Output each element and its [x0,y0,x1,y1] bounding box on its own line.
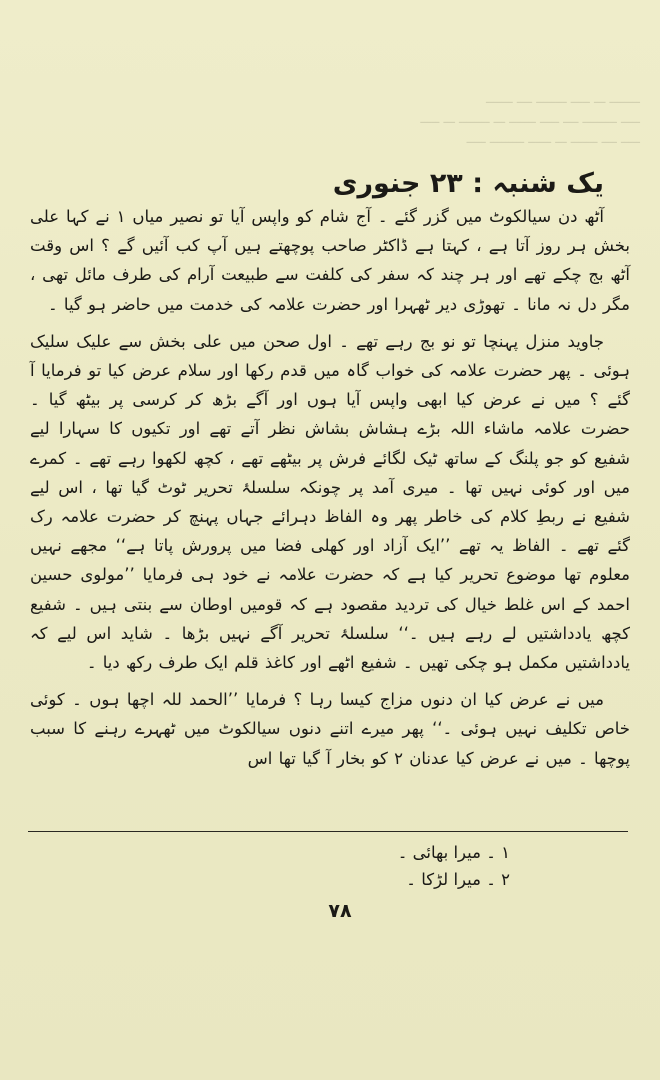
footnote: ۲ ۔ میرا لڑکا ۔ [406,870,510,889]
show-through-text: ــــــــ ـــ ـــــ ــــــــ ــــ ـــــــ [486,92,640,107]
paragraph: جاوید منزل پہنچا تو نو بج رہے تھے ۔ اول صحن میں علی بخش سے علیک سلیک ہوئی ۔ پھر حضرت علامہ کی خواب گاہ میں قدم رکھا اور سلام عرض کیا تو فرمایا آ گئے ؟ میں نے عرض کیا ابھی واپس آیا ہوں اور آگے بڑھ کر کرسی پر بیٹھ گیا ۔ حضرت علامہ ماشاء اللہ بڑے ہشاش بشاش نظر آتے تھے اور تکیوں کا سہارا لیے شفیع کو جو پلنگ کے ساتھ ٹیک لگائے فرش پر بیٹھے تھے ، کچھ لکھوا رہے تھے ۔ کمرے میں اور کوئی نہیں تھا ۔ میری آمد پر چونکہ سلسلۂ تحریر ٹوٹ گیا تھا ، اس لیے شفیع نے ربطِ کلام کی خاطر پھر وہ الفاظ دہرائے جہاں پہنچ کر حضرت علامہ رک گئے تھے ۔ الفاظ یہ تھے ’’ایک آزاد اور کھلی فضا میں پرورش پاتا ہے‘‘ مجھے نہیں معلوم تھا موضوع تحریر کیا ہے کہ حضرت علامہ نے خود ہی فرمایا ’’مولوی حسین احمد کے اس غلط خیال کی تردید مقصود ہے کہ قومیں اوطان سے بنتی ہیں ۔ شفیع کچھ یادداشتیں لے رہے ہیں ۔‘‘ سلسلۂ تحریر آگے نہیں بڑھا ۔ شاید اس لیے کہ یادداشتیں مکمل ہو چکی تھیں ۔ شفیع اٹھے اور کاغذ قلم ایک طرف رکھ دیا ۔ [30,331,630,673]
footnote-divider [28,831,628,832]
show-through-text: ـــــ ـــــــــ ــــ ـــــ ـــــــ ـــ ــــــــ ـــ ـــــ [420,112,640,127]
page-number: ۷۸ [328,900,352,922]
show-through-text: ـــــ ــــ ـــــــ ـــ ــــــ ـــــــــ ـــــ [466,132,640,147]
body-text [30,202,630,773]
paragraph: آٹھ دن سیالکوٹ میں گزر گئے ۔ آج شام کو واپس آیا تو نصیر میاں ۱ نے کہا علی بخش ہر روز آتا ہے ، کہتا ہے ڈاکٹر صاحب پوچھتے ہیں آپ کب آئیں گے ؟ اس وقت آٹھ بج چکے تھے اور ہر چند کہ سفر کی کلفت سے طبیعت آرام کی طرف مائل تھی ، مگر دل نہ مانا ۔ تھوڑی دیر ٹھہرا اور حضرت علامہ کی خدمت میں حاضر ہو گیا ۔ [30,207,630,314]
paragraph: میں نے عرض کیا ان دنوں مزاج کیسا رہا ؟ فرمایا ’’الحمد للہ اچھا ہوں ۔ کوئی خاص تکلیف نہیں ہوئی ۔‘‘ پھر میرے اتنے دنوں سیالکوٹ میں ٹھہرے رہنے کا سبب پوچھا ۔ میں نے عرض کیا عدنان ۲ کو بخار آ گیا تھا اس [30,690,630,768]
footnotes [210,839,510,893]
chapter-title: یک شنبہ : ۲۳ جنوری [332,168,604,200]
footnote: ۱ ۔ میرا بھائی ۔ [397,843,510,862]
